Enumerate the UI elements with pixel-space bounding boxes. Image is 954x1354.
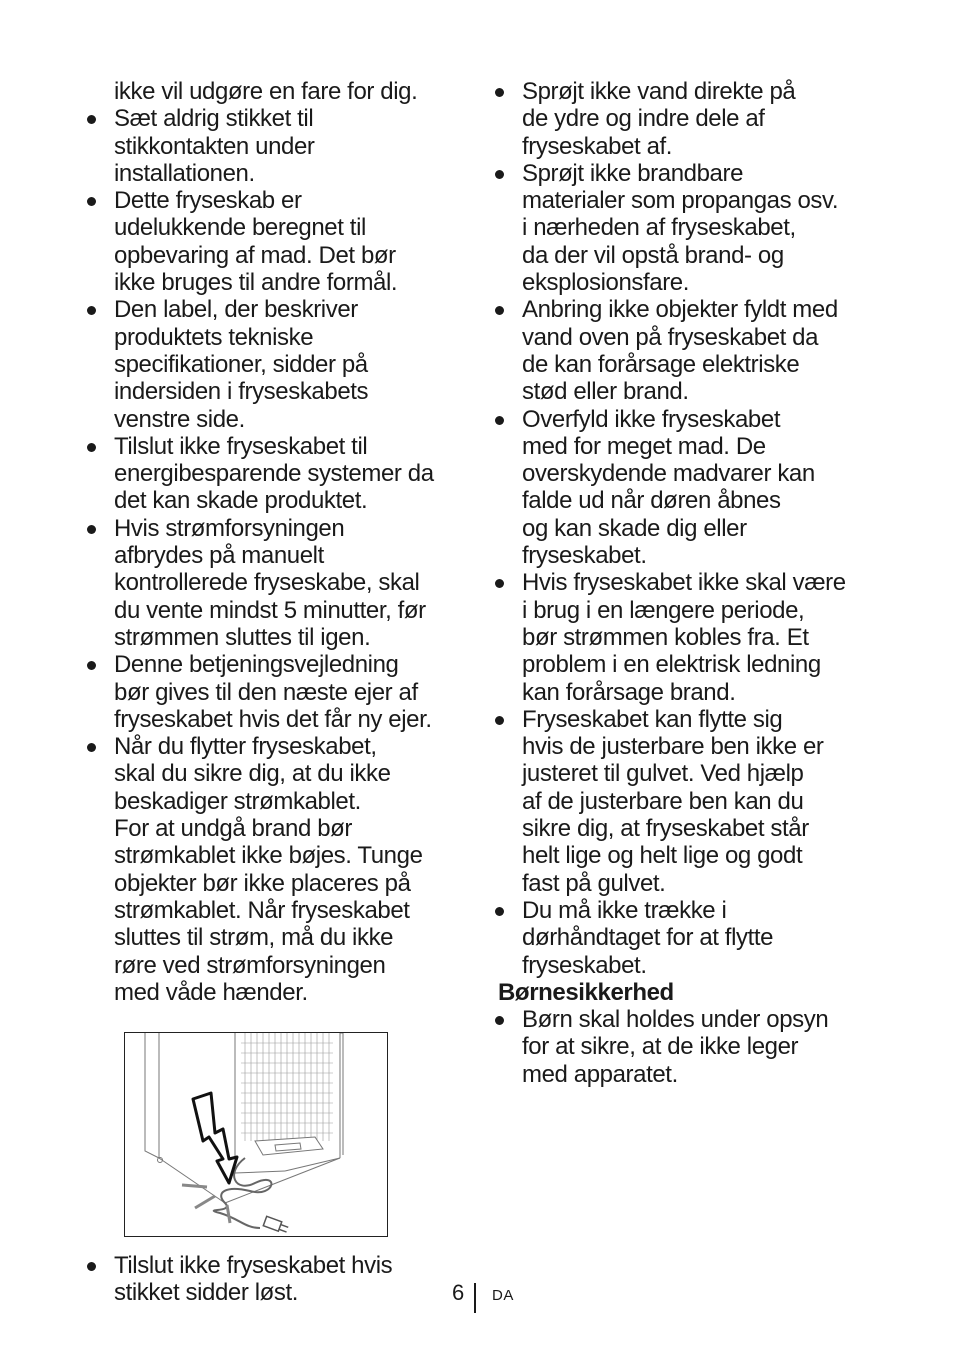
- text-line: skal du sikre dig, at du ikke: [114, 760, 391, 788]
- text-line: røre ved strømforsyningen: [114, 951, 386, 979]
- text-line: Dette fryseskab er: [114, 187, 302, 215]
- text-line: Den label, der beskriver: [114, 296, 358, 324]
- list-item: [492, 296, 878, 405]
- text-line: stikkontakten under: [114, 132, 315, 160]
- lightning-arrow-icon: [193, 1093, 237, 1183]
- text-line: strømkablet ikke bøjes. Tunge: [114, 842, 423, 870]
- list-item: [84, 187, 474, 296]
- bullet-icon: [87, 115, 96, 124]
- list-item: [84, 515, 474, 651]
- power-cord-illustration: [124, 1032, 388, 1237]
- text-line: hvis de justerbare ben ikke er: [522, 733, 824, 761]
- language-code: DA: [492, 1287, 514, 1304]
- text-line: specifikationer, sidder på: [114, 350, 368, 378]
- text-line: Sæt aldrig stikket til: [114, 105, 314, 133]
- bullet-icon: [87, 525, 96, 534]
- text-line: Tilslut ikke fryseskabet hvis: [114, 1252, 393, 1279]
- text-line: strømmen sluttes til igen.: [114, 623, 371, 651]
- bullet-icon: [495, 88, 504, 97]
- text-line: For at undgå brand bør: [114, 815, 353, 843]
- left-column: [84, 78, 474, 1006]
- text-line: Når du flytter fryseskabet,: [114, 733, 377, 761]
- continuation-text: [84, 78, 474, 105]
- plug-icon: [263, 1216, 289, 1234]
- text-line: Fryseskabet kan flytte sig: [522, 705, 783, 733]
- bullet-icon: [495, 579, 504, 588]
- list-item: [84, 733, 474, 1006]
- text-line: fast på gulvet.: [522, 869, 666, 897]
- text-line: kontrollerede fryseskabe, skal: [114, 569, 420, 597]
- list-item: [84, 105, 474, 187]
- text-line: de kan forårsage elektriske: [522, 350, 800, 378]
- text-line: i brug i en længere periode,: [522, 596, 805, 624]
- text-line: Børn skal holdes under opsyn: [522, 1006, 829, 1034]
- text-line: falde ud når døren åbnes: [522, 487, 781, 515]
- list-item: [492, 897, 878, 979]
- text-line: materialer som propangas osv.: [522, 187, 839, 215]
- text-line: fryseskabet hvis det får ny ejer.: [114, 705, 432, 733]
- text-line: stikket sidder løst.: [114, 1279, 299, 1307]
- text-line: udelukkende beregnet til: [114, 214, 366, 242]
- list-item: [492, 569, 878, 705]
- text-line: fryseskabet.: [522, 951, 647, 979]
- condenser-grid: [241, 1033, 333, 1141]
- text-line: overskydende madvarer kan: [522, 460, 815, 488]
- list-item: [492, 78, 878, 160]
- bullet-icon: [495, 170, 504, 179]
- text-line: sluttes til strøm, må du ikke: [114, 924, 394, 952]
- text-line: da der vil opstå brand- og: [522, 241, 784, 269]
- appliance-illustration-svg: [125, 1033, 387, 1236]
- text-line: vand oven på fryseskabet da: [522, 323, 819, 351]
- bullet-icon: [87, 306, 96, 315]
- child-safety-list: [492, 1006, 878, 1088]
- text-line: Denne betjeningsvejledning: [114, 651, 399, 679]
- bullet-icon: [87, 1262, 96, 1271]
- text-line: energibesparende systemer da: [114, 460, 434, 488]
- text-line: sikre dig, at fryseskabet står: [522, 815, 809, 843]
- text-line: Du må ikke trække i: [522, 896, 727, 924]
- bullet-icon: [87, 443, 96, 452]
- list-item: [492, 706, 878, 897]
- footer-separator: [474, 1283, 476, 1313]
- text-line: beskadiger strømkablet.: [114, 787, 361, 815]
- text-line: indersiden i fryseskabets: [114, 378, 369, 406]
- bottom-left-column: [84, 1252, 474, 1307]
- text-line: venstre side.: [114, 405, 245, 433]
- text-line: Tilslut ikke fryseskabet til: [114, 432, 368, 460]
- right-bullet-list: [492, 78, 878, 979]
- text-line: for at sikre, at de ikke leger: [522, 1033, 799, 1061]
- right-column: [492, 78, 878, 1088]
- bullet-icon: [87, 197, 96, 206]
- text-line: af de justerbare ben kan du: [522, 787, 804, 815]
- bullet-icon: [87, 661, 96, 670]
- section-heading: Børnesikkerhed: [498, 978, 674, 1006]
- bottom-bullet-list: [84, 1252, 474, 1307]
- list-item: [84, 1252, 474, 1307]
- text-line: med våde hænder.: [114, 978, 308, 1006]
- text-line: Sprøjt ikke brandbare: [522, 159, 744, 187]
- text-line: dørhåndtaget for at flytte: [522, 924, 774, 952]
- bullet-icon: [495, 716, 504, 725]
- text-line: stød eller brand.: [522, 378, 689, 406]
- list-item: [492, 160, 878, 296]
- bullet-icon: [495, 1016, 504, 1025]
- text-line: bør gives til den næste ejer af: [114, 678, 418, 706]
- warning-strokes: [182, 1185, 230, 1223]
- text-line: med apparatet.: [522, 1060, 678, 1088]
- list-item: [492, 406, 878, 570]
- compressor-tray: [255, 1137, 323, 1155]
- text-line: objekter bør ikke placeres på: [114, 869, 411, 897]
- list-item: [492, 1006, 878, 1088]
- text-line: med for meget mad. De: [522, 432, 766, 460]
- list-item: [84, 296, 474, 432]
- text-line: ikke vil udgøre en fare for dig.: [114, 78, 418, 105]
- bullet-icon: [87, 743, 96, 752]
- left-bullet-list: [84, 105, 474, 1006]
- text-line: Anbring ikke objekter fyldt med: [522, 296, 838, 324]
- text-line: Overfyld ikke fryseskabet: [522, 405, 781, 433]
- text-line: strømkablet. Når fryseskabet: [114, 896, 410, 924]
- text-line: og kan skade dig eller: [522, 514, 747, 542]
- bullet-icon: [495, 306, 504, 315]
- text-line: Hvis fryseskabet ikke skal være: [522, 569, 846, 597]
- text-line: Hvis strømforsyningen: [114, 514, 345, 542]
- text-line: installationen.: [114, 159, 255, 187]
- text-line: det kan skade produktet.: [114, 487, 368, 515]
- text-line: de ydre og indre dele af: [522, 105, 765, 133]
- text-line: afbrydes på manuelt: [114, 542, 324, 570]
- text-line: fryseskabet af.: [522, 132, 673, 160]
- text-line: problem i en elektrisk ledning: [522, 651, 821, 679]
- list-item: [84, 433, 474, 515]
- text-line: du vente mindst 5 minutter, før: [114, 596, 426, 624]
- text-line: helt lige og helt lige og godt: [522, 842, 803, 870]
- text-line: produktets tekniske: [114, 323, 314, 351]
- text-line: i nærheden af fryseskabet,: [522, 214, 796, 242]
- text-line: fryseskabet.: [522, 542, 647, 570]
- text-line: Sprøjt ikke vand direkte på: [522, 78, 796, 105]
- page-number: 6: [452, 1280, 465, 1305]
- bullet-icon: [495, 907, 504, 916]
- bullet-icon: [495, 416, 504, 425]
- text-line: eksplosionsfare.: [522, 269, 690, 297]
- text-line: ikke bruges til andre formål.: [114, 269, 398, 297]
- text-line: justeret til gulvet. Ved hjælp: [522, 760, 804, 788]
- text-line: bør strømmen kobles fra. Et: [522, 623, 809, 651]
- list-item: [84, 651, 474, 733]
- appliance-side-outline: [159, 1033, 225, 1203]
- text-line: opbevaring af mad. Det bør: [114, 241, 396, 269]
- text-line: kan forårsage brand.: [522, 678, 736, 706]
